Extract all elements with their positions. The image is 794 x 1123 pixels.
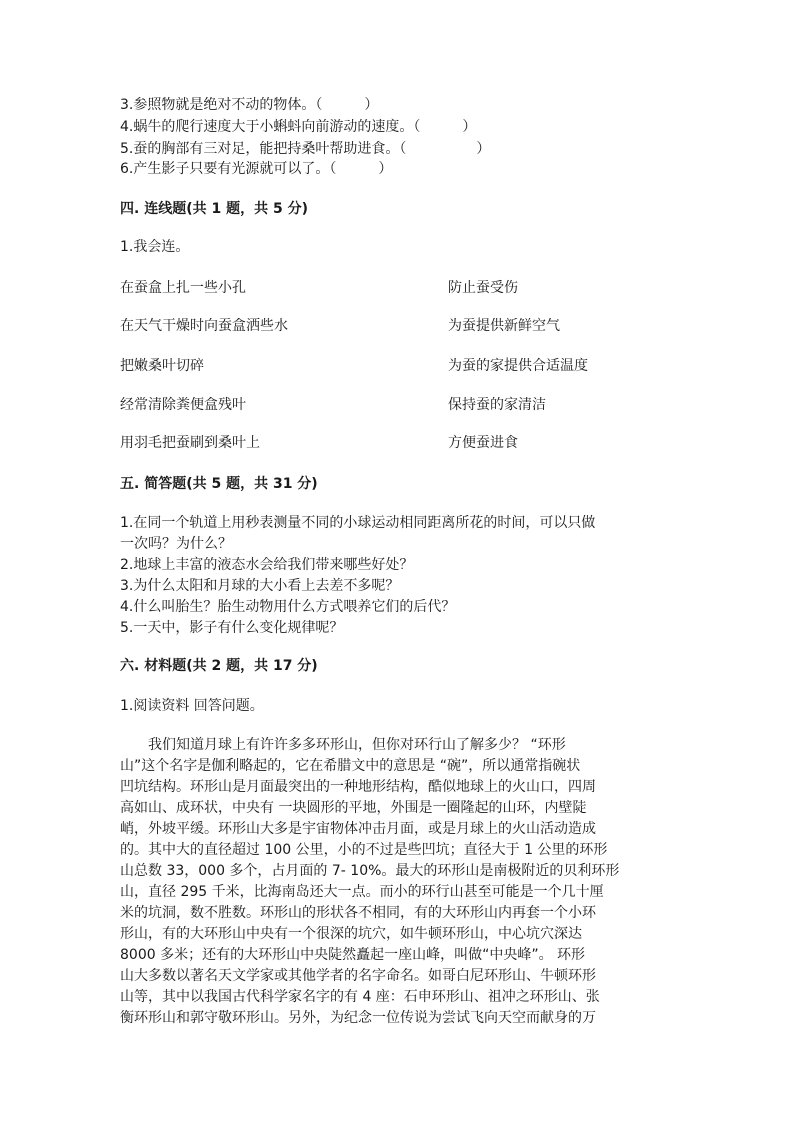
short-answer-line: 4.什么叫胎生？胎生动物用什么方式喂养它们的后代？ [120,599,456,615]
judgement-item-3: 3.参照物就是绝对不动的物体。（ ） [120,97,379,113]
passage-line: 凹坑结构。环形山是月面最突出的一种地形结构，酷似地球上的火山口，四周 [120,779,596,795]
passage-line: 8000 多米；还有的大环形山中央陡然矗起一座山峰，叫做“中央峰”。 环形 [120,947,586,963]
match-right-item: 方便蚕进食 [448,435,518,451]
match-right-item: 防止蚕受伤 [448,280,518,296]
short-answer-line: 3.为什么太阳和月球的大小看上去差不多呢？ [120,578,400,594]
passage-line: 山”这个名字是伽利略起的，它在希腊文中的意思是 “碗”，所以通常指碗状 [120,758,581,774]
section-6-title: 六. 材料题(共 2 题，共 17 分) [120,658,318,674]
passage-line: 峭，外坡平缓。环形山大多是宇宙物体冲击月面，或是月球上的火山活动造成 [120,821,596,837]
short-answer-line: 1.在同一个轨道上用秒表测量不同的小球运动相同距离所花的时间，可以只做 [120,515,596,531]
passage-line: 米的坑洞，数不胜数。环形山的形状各不相同，有的大环形山内再套一个小环 [120,905,596,921]
short-answer-line: 5.一天中，影子有什么变化规律呢？ [120,620,344,636]
reading-passage [120,735,672,1029]
passage-line: 山，直径 295 千米，比海南岛还大一点。而小的环行山甚至可能是一个几十厘 [120,884,604,900]
passage-line: 山等，其中以我国古代科学家名字的有 4 座：石申环形山、祖冲之环形山、张 [120,989,600,1005]
passage-line: 形山，有的大环形山中央有一个很深的坑穴，如牛顿环形山，中心坑穴深达 [120,926,582,942]
passage-line: 山总数 33，000 多个，占月面的 7- 10%。最大的环形山是南极附近的贝利环形 [120,863,620,879]
match-right-item: 为蚕的家提供合适温度 [448,358,588,374]
passage-line: 山大多数以著名天文学家或其他学者的名字命名。如哥白尼环形山、牛顿环形 [120,968,596,984]
passage-line: 我们知道月球上有许许多多环形山，但你对环行山了解多少？ “环形 [120,737,566,753]
match-left-item: 在蚕盒上扎一些小孔 [120,280,246,296]
judgement-item-4: 4.蜗牛的爬行速度大于小蝌蚪向前游动的速度。（ ） [120,119,477,135]
section-5-title: 五. 简答题(共 5 题，共 31 分) [120,476,318,492]
short-answer-line: 一次吗？为什么？ [120,536,232,552]
judgement-item-5: 5.蚕的胸部有三对足，能把持桑叶帮助进食。（ ） [120,141,491,157]
section-6-question: 1.阅读资料 回答问题。 [120,698,264,714]
short-answer-line: 2.地球上丰富的液态水会给我们带来哪些好处？ [120,557,414,573]
section-4-title: 四. 连线题(共 1 题，共 5 分) [120,201,308,217]
section-4-question: 1.我会连。 [120,239,190,255]
match-left-item: 用羽毛把蚕刷到桑叶上 [120,435,260,451]
match-left-item: 经常清除粪便盒残叶 [120,397,246,413]
match-right-item: 保持蚕的家清洁 [448,397,546,413]
passage-line: 衡环形山和郭守敬环形山。另外，为纪念一位传说为尝试飞向天空而献身的万 [120,1010,596,1026]
match-left-item: 把嫩桑叶切碎 [120,358,204,374]
match-left-item: 在天气干燥时向蚕盒洒些水 [120,318,288,334]
judgement-item-6: 6.产生影子只要有光源就可以了。（ ） [120,161,393,177]
passage-line: 高如山、成环状，中央有 一块圆形的平地，外围是一圈隆起的山环，内壁陡 [120,800,587,816]
passage-line: 的。其中大的直径超过 100 公里，小的不过是些凹坑；直径大于 1 公里的环形 [120,842,608,858]
match-right-item: 为蚕提供新鲜空气 [448,318,560,334]
